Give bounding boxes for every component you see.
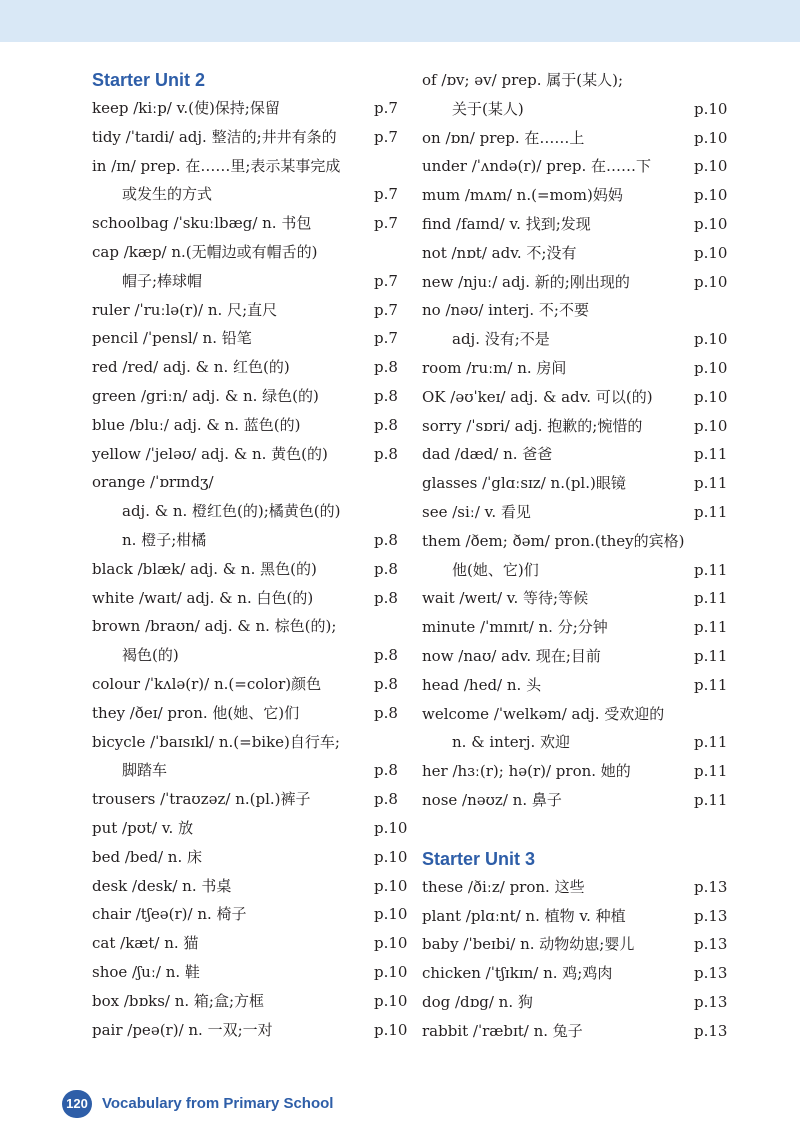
page-reference: p.8 (374, 530, 398, 549)
vocab-entry (422, 527, 728, 556)
vocab-text: black /blæk/ adj. & n. 黑色(的) (92, 559, 317, 578)
vocab-list-left (92, 94, 408, 1044)
vocab-entry (92, 900, 408, 929)
page-reference: p.10 (694, 243, 728, 262)
vocab-text: chair /tʃeə(r)/ n. 椅子 (92, 905, 247, 924)
vocab-text: brown /braʊn/ adj. & n. 棕色(的); (92, 617, 337, 636)
vocab-text: see /siː/ v. 看见 (422, 502, 531, 521)
vocab-entry (92, 497, 398, 526)
page-reference: p.8 (374, 444, 398, 463)
vocab-text: 脚踏车 (122, 761, 168, 780)
vocab-text: now /naʊ/ adv. 现在;目前 (422, 646, 601, 665)
vocab-entry (422, 613, 728, 642)
vocab-text: pair /peə(r)/ n. 一双;一对 (92, 1020, 273, 1039)
page-reference: p.10 (694, 272, 728, 291)
vocab-entry (92, 584, 398, 613)
page-reference: p.10 (374, 1020, 408, 1039)
vocab-entry (92, 94, 398, 123)
vocab-entry (422, 296, 728, 325)
vocab-text: n. 橙子;柑橘 (122, 530, 207, 549)
page-reference: p.8 (374, 703, 398, 722)
vocab-text: find /faɪnd/ v. 找到;发现 (422, 214, 591, 233)
page-reference: p.11 (694, 790, 728, 809)
vocab-entry (422, 124, 728, 153)
vocab-text: 或发生的方式 (122, 185, 213, 204)
vocab-text: they /ðeɪ/ pron. 他(她、它)们 (92, 703, 300, 722)
vocab-text: pencil /ˈpensl/ n. 铅笔 (92, 329, 252, 348)
page-reference: p.10 (694, 358, 728, 377)
vocab-text: 他(她、它)们 (452, 560, 539, 579)
page-reference: p.8 (374, 559, 398, 578)
vocab-entry (92, 699, 398, 728)
vocab-entry (422, 354, 728, 383)
page-reference: p.10 (374, 991, 408, 1010)
page-reference: p.8 (374, 386, 398, 405)
vocab-text: adj. & n. 橙红色(的);橘黄色(的) (122, 502, 341, 521)
vocab-text: of /ɒv; əv/ prep. 属于(某人); (422, 71, 624, 89)
vocab-text: yellow /ˈjeləʊ/ adj. & n. 黄色(的) (92, 444, 328, 463)
vocab-entry (422, 440, 728, 469)
vocab-entry (92, 785, 398, 814)
vocab-text: rabbit /ˈræbɪt/ n. 兔子 (422, 1021, 583, 1040)
section-gap (422, 815, 728, 845)
vocab-list-right-bottom (422, 873, 728, 1046)
vocab-entry (422, 1017, 728, 1046)
vocab-entry (422, 584, 728, 613)
vocab-entry (92, 238, 398, 267)
section-heading-starter-unit-2: Starter Unit 2 (92, 70, 206, 90)
page-reference: p.8 (374, 646, 398, 665)
vocab-text: blue /bluː/ adj. & n. 蓝色(的) (92, 415, 301, 434)
vocab-entry (92, 843, 408, 872)
vocab-text: white /waɪt/ adj. & n. 白色(的) (92, 588, 314, 607)
vocab-entry (422, 728, 728, 757)
vocab-text: on /ɒn/ prep. 在……上 (422, 128, 585, 147)
vocab-entry (422, 930, 728, 959)
vocab-entry (422, 383, 728, 412)
page-reference: p.10 (374, 876, 408, 895)
vocab-text: adj. 没有;不是 (452, 330, 550, 349)
vocab-entry (92, 670, 398, 699)
page-reference: p.13 (694, 906, 728, 925)
vocab-text: nose /nəʊz/ n. 鼻子 (422, 790, 562, 809)
page-reference: p.10 (694, 157, 728, 176)
vocab-entry (92, 353, 398, 382)
vocab-text: n. & interj. 欢迎 (452, 733, 571, 752)
page-reference: p.13 (694, 877, 728, 896)
vocab-text: new /njuː/ adj. 新的;刚出现的 (422, 272, 630, 291)
page-reference: p.11 (694, 675, 728, 694)
page-reference: p.10 (694, 214, 728, 233)
vocab-text: trousers /ˈtraʊzəz/ n.(pl.)裤子 (92, 790, 311, 809)
vocab-entry (422, 95, 728, 124)
page-reference: p.11 (694, 762, 728, 781)
header-band (0, 0, 800, 42)
page-reference: p.11 (694, 733, 728, 752)
vocab-entry (422, 642, 728, 671)
vocab-list-right-top (422, 66, 728, 815)
vocab-text: not /nɒt/ adv. 不;没有 (422, 243, 577, 262)
vocab-entry (92, 929, 408, 958)
vocab-entry (92, 612, 398, 641)
page-reference: p.8 (374, 790, 398, 809)
page-number-badge: 120 (62, 1090, 92, 1118)
page-reference: p.10 (374, 934, 408, 953)
vocab-text: wait /weɪt/ v. 等待;等候 (422, 589, 589, 608)
vocab-entry (92, 958, 408, 987)
vocab-text: glasses /ˈglɑːsɪz/ n.(pl.)眼镜 (422, 474, 626, 493)
vocab-entry (422, 671, 728, 700)
page-reference: p.8 (374, 415, 398, 434)
page-reference: p.10 (694, 128, 728, 147)
vocab-text: cap /kæp/ n.(无帽边或有帽舌的) (92, 242, 318, 261)
page-reference: p.7 (374, 329, 398, 348)
vocab-entry (422, 700, 728, 729)
page-reference: p.8 (374, 674, 398, 693)
vocab-text: schoolbag /ˈskuːlbæg/ n. 书包 (92, 214, 312, 233)
vocab-entry (92, 123, 398, 152)
page-reference: p.11 (694, 502, 728, 521)
vocab-text: these /ðiːz/ pron. 这些 (422, 877, 585, 896)
vocab-text: head /hed/ n. 头 (422, 675, 542, 694)
page-reference: p.7 (374, 185, 398, 204)
vocab-entry (422, 873, 728, 902)
vocab-entry (92, 209, 398, 238)
vocab-text: put /pʊt/ v. 放 (92, 818, 194, 837)
vocab-entry (92, 468, 398, 497)
page-reference: p.11 (694, 589, 728, 608)
page-reference: p.13 (694, 964, 728, 983)
vocab-text: them /ðem; ðəm/ pron.(they的宾格) (422, 531, 685, 550)
vocab-text: plant /plɑːnt/ n. 植物 v. 种植 (422, 906, 626, 925)
page-reference: p.13 (694, 1021, 728, 1040)
vocab-entry (422, 268, 728, 297)
right-column (422, 66, 728, 1046)
page-reference: p.11 (694, 618, 728, 637)
vocab-text: in /ɪn/ prep. 在……里;表示某事完成 (92, 156, 341, 175)
page-reference: p.10 (374, 905, 408, 924)
vocab-entry (422, 152, 728, 181)
vocab-entry (92, 1016, 408, 1045)
vocab-text: mum /mʌm/ n.(=mom)妈妈 (422, 186, 623, 205)
vocab-text: green /griːn/ adj. & n. 绿色(的) (92, 386, 319, 405)
vocab-text: welcome /ˈwelkəm/ adj. 受欢迎的 (422, 704, 665, 723)
vocab-entry (92, 296, 398, 325)
vocab-entry (92, 382, 398, 411)
vocab-text: shoe /ʃuː/ n. 鞋 (92, 962, 200, 981)
page-reference: p.10 (694, 99, 728, 118)
page-reference: p.7 (374, 271, 398, 290)
page-reference: p.10 (374, 847, 408, 866)
vocab-entry (92, 756, 398, 785)
vocab-text: tidy /ˈtaɪdi/ adj. 整洁的;井井有条的 (92, 127, 337, 146)
page-reference: p.8 (374, 588, 398, 607)
page-reference: p.7 (374, 214, 398, 233)
vocab-text: 关于(某人) (452, 99, 524, 118)
vocab-entry (422, 66, 728, 95)
vocab-entry (92, 267, 398, 296)
vocab-entry (92, 411, 398, 440)
vocab-text: chicken /ˈtʃɪkɪn/ n. 鸡;鸡肉 (422, 964, 613, 983)
vocab-entry (422, 959, 728, 988)
page-reference: p.10 (694, 330, 728, 349)
vocab-text: 褐色(的) (122, 646, 179, 665)
vocab-entry (92, 641, 398, 670)
vocab-entry (422, 498, 728, 527)
vocab-entry (422, 786, 728, 815)
page-reference: p.10 (694, 387, 728, 406)
page-reference: p.10 (694, 416, 728, 435)
vocab-text: ruler /ˈruːlə(r)/ n. 尺;直尺 (92, 300, 278, 319)
vocab-text: OK /əʊˈkeɪ/ adj. & adv. 可以(的) (422, 387, 653, 406)
vocab-text: 帽子;棒球帽 (122, 271, 203, 290)
vocab-text: desk /desk/ n. 书桌 (92, 876, 232, 895)
page-reference: p.10 (374, 962, 408, 981)
vocab-text: orange /ˈɒrɪndʒ/ (92, 473, 214, 492)
page-reference: p.10 (694, 186, 728, 205)
vocab-entry (92, 872, 408, 901)
vocab-text: cat /kæt/ n. 猫 (92, 934, 199, 953)
vocab-entry (422, 469, 728, 498)
page-reference: p.11 (694, 445, 728, 464)
vocab-text: dog /dɒg/ n. 狗 (422, 992, 533, 1011)
vocab-entry (92, 526, 398, 555)
vocab-text: no /nəʊ/ interj. 不;不要 (422, 301, 589, 320)
vocab-text: baby /ˈbeɪbi/ n. 动物幼崽;婴儿 (422, 935, 635, 954)
vocab-entry (422, 556, 728, 585)
page-reference: p.13 (694, 992, 728, 1011)
vocab-text: her /hɜː(r); hə(r)/ pron. 她的 (422, 762, 631, 781)
page-reference: p.8 (374, 358, 398, 377)
vocab-text: dad /dæd/ n. 爸爸 (422, 445, 553, 464)
left-column (92, 66, 408, 1044)
vocab-entry (92, 152, 398, 181)
page-reference: p.7 (374, 127, 398, 146)
vocab-text: minute /ˈmɪnɪt/ n. 分;分钟 (422, 618, 608, 637)
vocab-entry (422, 902, 728, 931)
page-reference: p.7 (374, 99, 398, 117)
page-reference: p.7 (374, 300, 398, 319)
vocab-text: sorry /ˈsɒri/ adj. 抱歉的;惋惜的 (422, 416, 643, 435)
page-reference: p.13 (694, 935, 728, 954)
vocab-entry (92, 555, 398, 584)
vocab-entry (92, 987, 408, 1016)
section-heading-starter-unit-3: Starter Unit 3 (422, 848, 536, 869)
page-reference: p.11 (694, 560, 728, 579)
vocab-entry (92, 180, 398, 209)
vocab-entry (92, 324, 398, 353)
vocab-text: bicycle /ˈbaɪsɪkl/ n.(=bike)自行车; (92, 732, 340, 751)
vocab-entry (422, 412, 728, 441)
footer-title: Vocabulary from Primary School (102, 1095, 334, 1112)
vocab-text: room /ruːm/ n. 房间 (422, 358, 567, 377)
vocab-text: red /red/ adj. & n. 红色(的) (92, 358, 290, 377)
vocab-entry (422, 181, 728, 210)
vocab-entry (422, 757, 728, 786)
page-reference: p.11 (694, 474, 728, 493)
vocab-text: colour /ˈkʌlə(r)/ n.(=color)颜色 (92, 674, 322, 693)
vocab-entry (92, 440, 398, 469)
vocab-entry (422, 325, 728, 354)
vocab-entry (92, 728, 398, 757)
vocab-text: bed /bed/ n. 床 (92, 847, 203, 866)
vocab-entry (92, 814, 408, 843)
vocab-text: keep /kiːp/ v.(使)保持;保留 (92, 99, 280, 117)
page-reference: p.10 (374, 818, 408, 837)
vocab-entry (422, 210, 728, 239)
vocab-text: under /ˈʌndə(r)/ prep. 在……下 (422, 157, 652, 176)
vocab-entry (422, 988, 728, 1017)
page-reference: p.11 (694, 646, 728, 665)
vocab-text: box /bɒks/ n. 箱;盒;方框 (92, 991, 265, 1010)
vocab-entry (422, 239, 728, 268)
page-reference: p.8 (374, 761, 398, 780)
